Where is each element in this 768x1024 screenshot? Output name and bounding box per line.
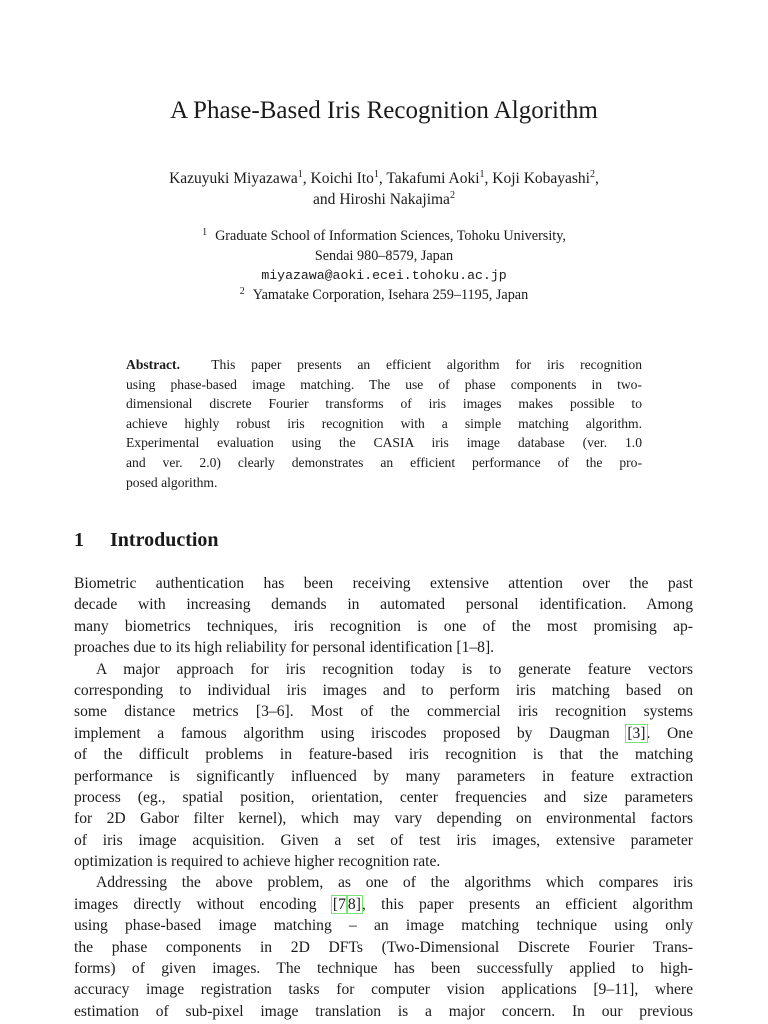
body-line: accuracy image registration tasks for computer vision applications [9–11], where xyxy=(74,981,693,999)
abstract-line: Experimental evaluation using the CASIA iris image database (ver. 1.0 xyxy=(126,435,642,451)
affiliation-2 xyxy=(0,286,768,306)
author-list xyxy=(0,168,768,210)
author-affil-mark: 1 xyxy=(297,169,303,180)
abstract-line: achieve highly robust iris recognition with a simple matching algorithm. xyxy=(126,415,642,431)
section-title: Introduction xyxy=(110,529,219,551)
affiliations xyxy=(0,227,768,306)
separator: , xyxy=(302,170,311,187)
body-line: the phase components in 2D DFTs (Two-Dimensional Discrete Fourier Trans- xyxy=(74,938,693,956)
abstract-line: using phase-based image matching. The use of phase components in two- xyxy=(126,376,642,392)
citation-link[interactable]: 8] xyxy=(347,895,361,913)
section-heading xyxy=(74,527,219,553)
abstract-line: dimensional discrete Fourier transforms of iris images makes possible to xyxy=(126,396,642,412)
body-line: forms) of given images. The technique has been successfully applied to high- xyxy=(74,960,693,978)
body-line: for 2D Gabor filter kernel), which may vary depending on environmental factors xyxy=(74,810,693,828)
abstract-line: posed algorithm. xyxy=(126,474,218,490)
paper-title: A Phase-Based Iris Recognition Algorithm xyxy=(170,97,598,124)
separator: , xyxy=(595,170,599,187)
body-line: decade with increasing demands in automated personal identification. Among xyxy=(74,596,693,614)
body-line: process (eg., spatial position, orientation, center frequencies and size parameters xyxy=(74,788,693,806)
abstract-text: This paper presents an efficient algorithm for iris recognition xyxy=(211,357,642,372)
body-line: estimation of sub-pixel image translation is a major concern. In our previous xyxy=(74,1002,693,1020)
body-text-run: , this paper presents an efficient algorithm xyxy=(361,895,694,913)
affiliation-1-address: Sendai 980–8579, Japan xyxy=(314,247,454,264)
author-affil-mark: 1 xyxy=(373,169,379,180)
abstract xyxy=(126,355,642,492)
author-affil-mark: 2 xyxy=(449,190,455,201)
separator: , xyxy=(484,170,493,187)
body-line: proaches due to its high reliability for personal identification [1–8]. xyxy=(74,639,495,657)
author-line-2 xyxy=(0,189,768,210)
body-line: Addressing the above problem, as one of the algorithms which compares iris xyxy=(96,874,693,892)
body-line: of the difficult problems in feature-based iris recognition is that the matching xyxy=(74,746,693,764)
author-name: Takafumi Aoki xyxy=(386,170,480,187)
author-affil-mark: 2 xyxy=(590,169,595,180)
author-affil-mark: 1 xyxy=(479,169,485,180)
author-line-1 xyxy=(0,168,768,189)
affiliation-1 xyxy=(0,227,768,247)
abstract-line xyxy=(126,355,642,375)
author-email: miyazawa@aoki.ecei.tohoku.ac.jp xyxy=(261,268,507,284)
abstract-label: Abstract. xyxy=(126,357,180,372)
body-line: of iris image acquisition. Given a set of test iris images, extensive parameter xyxy=(74,831,693,849)
body-text-run: . One xyxy=(646,724,693,742)
body-line: corresponding to individual iris images and to perform iris matching based on xyxy=(74,681,693,699)
author-name: Kazuyuki Miyazawa xyxy=(169,170,298,187)
citation-link[interactable]: [7 xyxy=(332,895,346,913)
author-name: Hiroshi Nakajima xyxy=(339,191,450,208)
author-conjunction: and xyxy=(313,191,340,208)
affiliation-mark: 2 xyxy=(239,286,245,298)
body-text-run: implement a famous algorithm using iriscodes proposed by Daugman xyxy=(74,724,627,742)
citation-link[interactable]: [3] xyxy=(627,724,646,742)
body-line: using phase-based image matching – an image matching technique using only xyxy=(74,917,693,935)
body-line: A major approach for iris recognition today is to generate feature vectors xyxy=(96,660,693,678)
affiliation-text: Yamatake Corporation, Isehara 259–1195, Japan xyxy=(252,287,529,304)
body-text xyxy=(74,573,693,1022)
body-line xyxy=(74,723,693,744)
body-line: many biometrics techniques, iris recognition is one of the most promising ap- xyxy=(74,617,693,635)
separator: , xyxy=(378,170,387,187)
author-name: Koji Kobayashi xyxy=(492,170,590,187)
body-line: optimization is required to achieve higher recognition rate. xyxy=(74,853,441,871)
author-name: Koichi Ito xyxy=(310,170,374,187)
body-text-run: images directly without encoding xyxy=(74,895,332,913)
affiliation-mark: 1 xyxy=(202,227,208,238)
body-line xyxy=(74,894,693,915)
section-number: 1 xyxy=(74,529,84,551)
body-line: Biometric authentication has been receiving extensive attention over the past xyxy=(74,575,693,592)
body-line: performance is significantly influenced by many parameters in feature extraction xyxy=(74,767,693,785)
body-line: some distance metrics [3–6]. Most of the commercial iris recognition systems xyxy=(74,703,693,721)
abstract-line: and ver. 2.0) clearly demonstrates an efficient performance of the pro- xyxy=(126,454,642,470)
affiliation-text: Graduate School of Information Sciences, Tohoku University, xyxy=(215,228,566,244)
